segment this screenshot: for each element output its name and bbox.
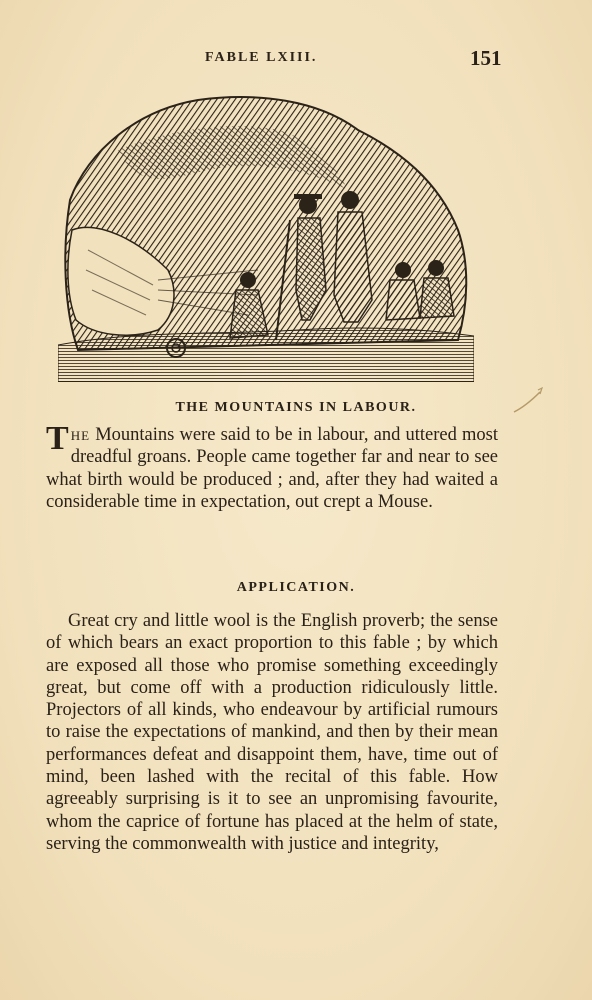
fable-title: THE MOUNTAINS IN LABOUR. (175, 400, 417, 415)
lead-word: he (70, 425, 91, 445)
application-body (46, 610, 498, 855)
running-head (0, 46, 592, 70)
running-title: FABLE LXIII. (205, 50, 318, 65)
application-text: Great cry and little wool is the English proverb; the sense of which bears an exact proportion to this fable ; by which are exposed all those who promise something exceedingly great, but come off with a production ridiculously little. Projectors of all kinds, who endeavour by artificial rumours to raise the expectations of mankind, and then by their mean performances defeat and disappoint them, have, time out of mind, been lashed with the recital of this fable. How agreeably surprising is it to see an unpromising favourite, whom the caprice of fortune has placed at the helm of state, serving the commonwealth with justice and integrity, (46, 611, 498, 854)
fable-text: Mountains were said to be in labour, and uttered most dreadful groans. People came together far and near to see what birth would be produced ; and, after they had waited a considerable time in expectation, out crept a Mouse. (46, 425, 499, 512)
application-heading: APPLICATION. (236, 580, 356, 595)
page-number: 151 (470, 46, 502, 70)
woodcut-mountain-scene-icon (58, 90, 474, 382)
drop-cap: T (46, 420, 69, 457)
fable-body (46, 420, 499, 513)
